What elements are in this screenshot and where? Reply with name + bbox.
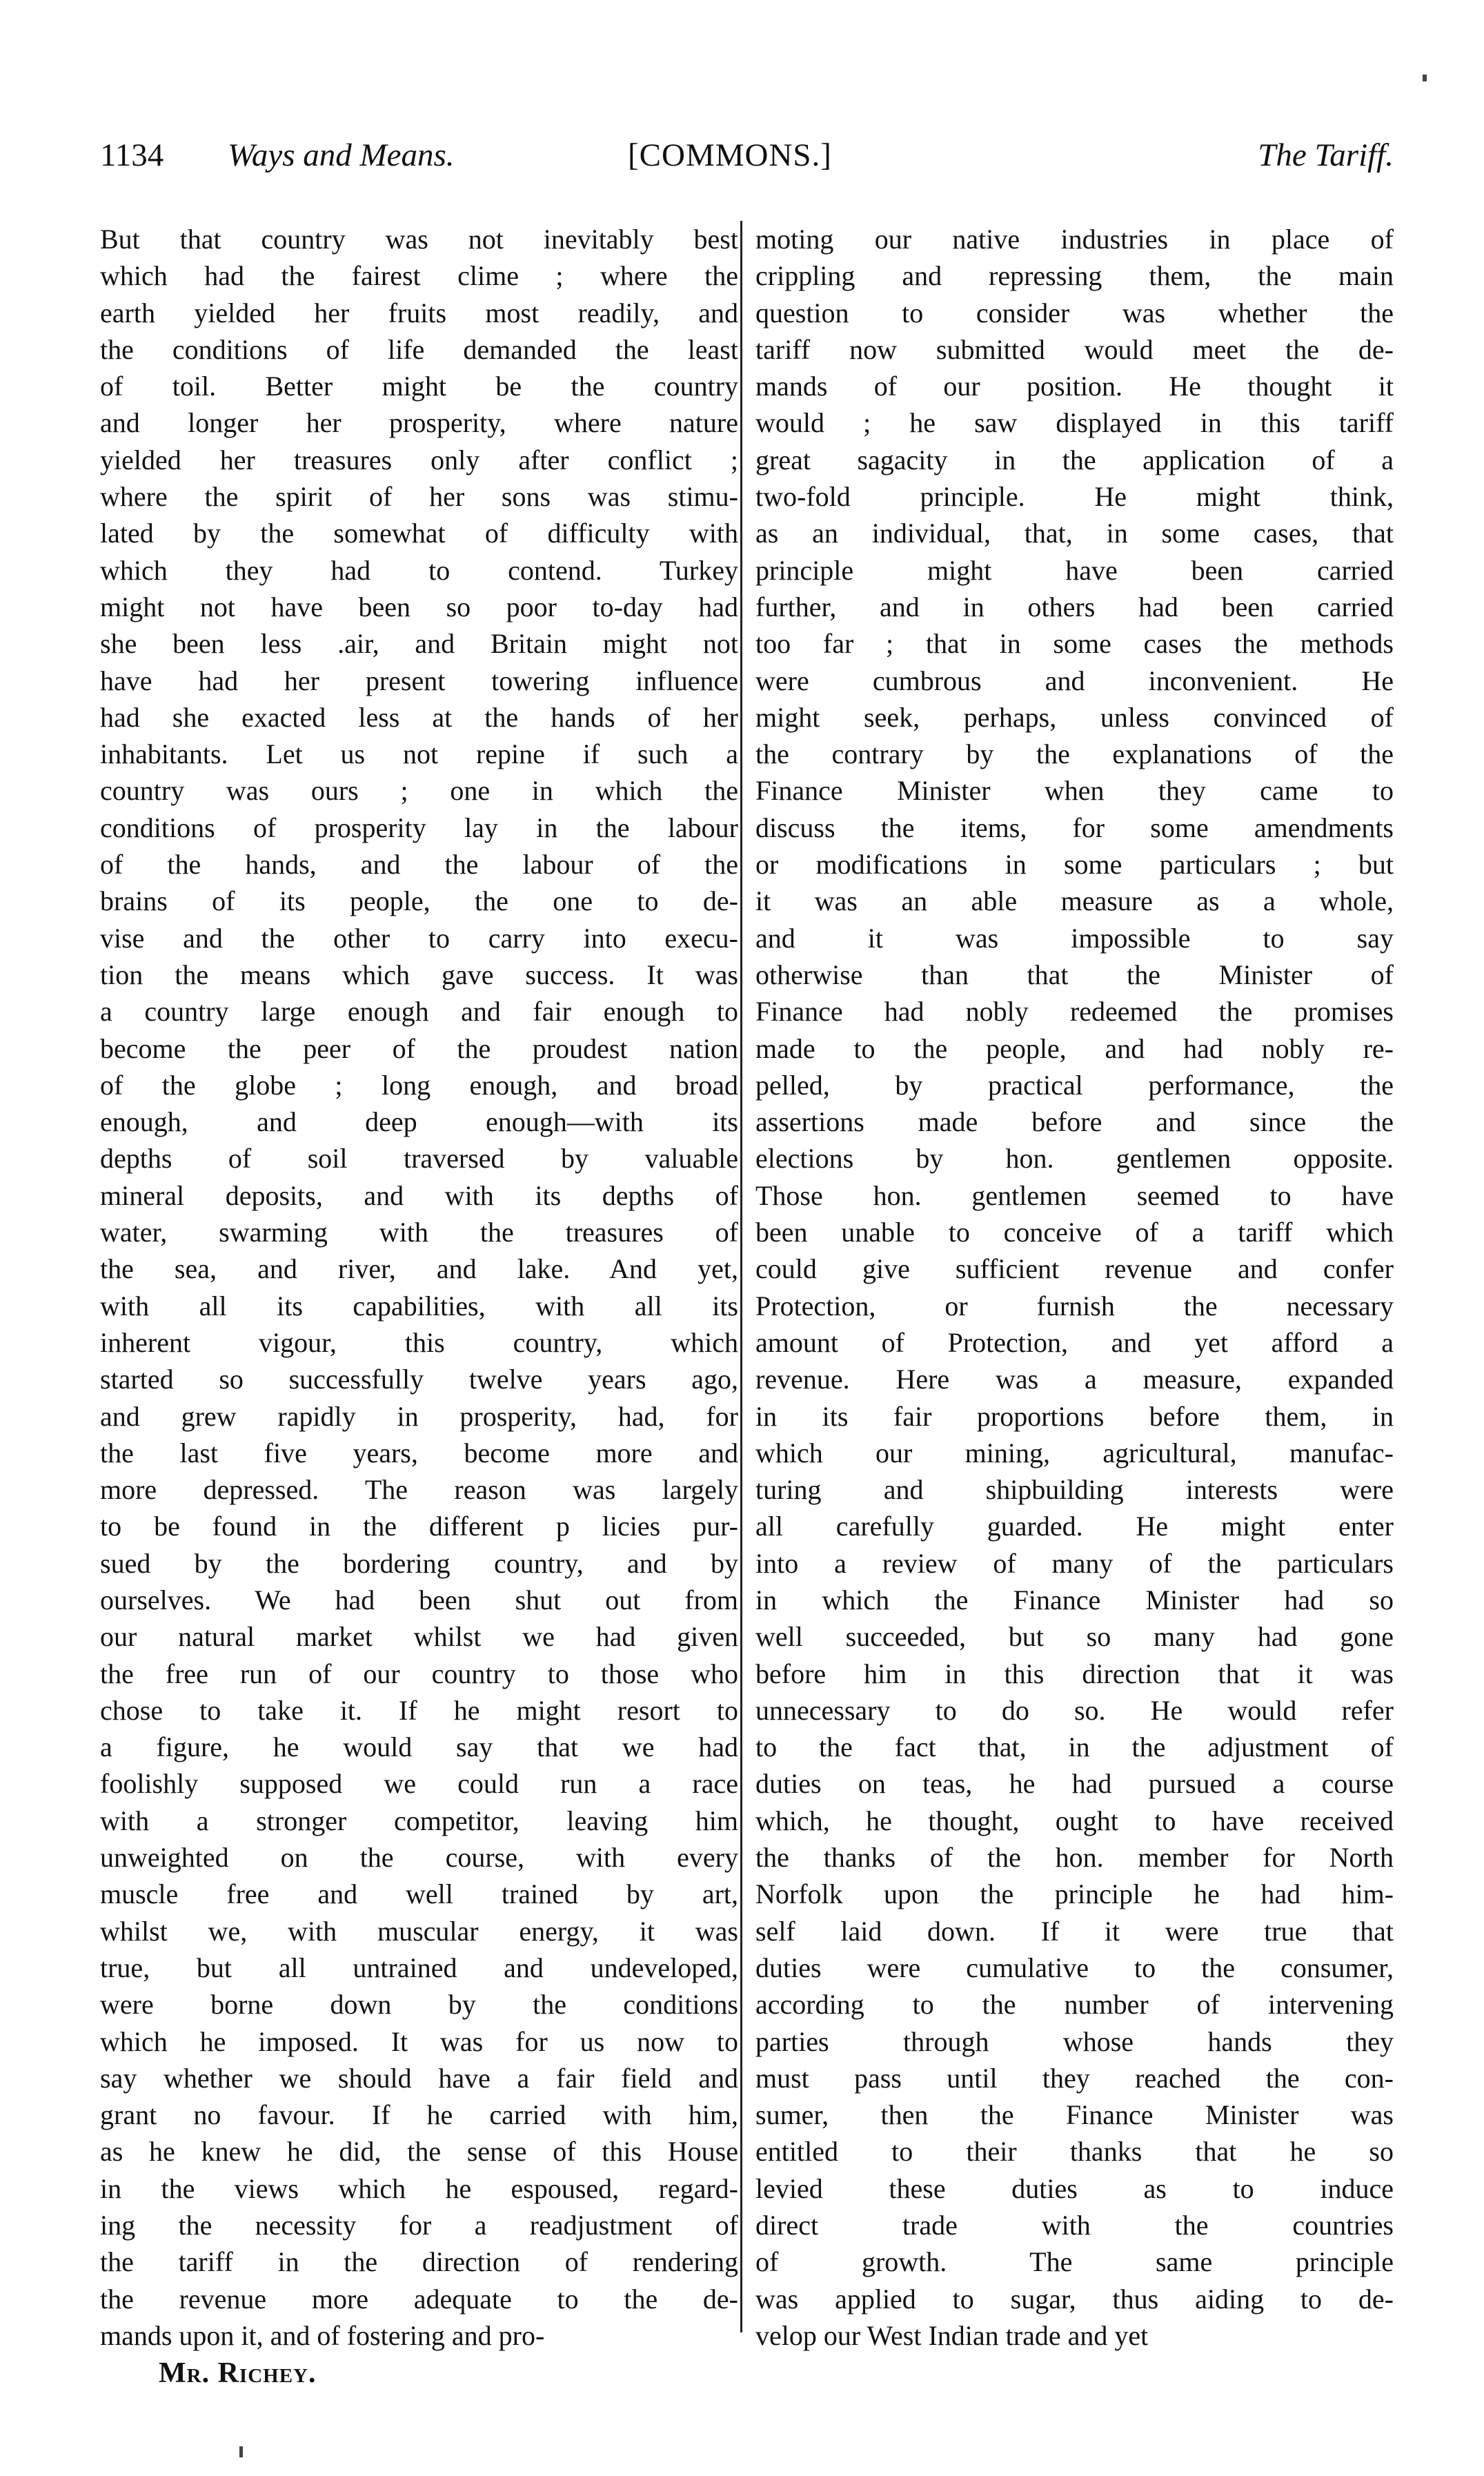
text-line: conditions of prosperity lay in the labour [100,812,738,843]
text-line: foolishly supposed we could run a race [100,1768,738,1800]
page-header [100,135,1394,190]
text-line: with all its capabilities, with all its [100,1290,738,1321]
text-line: true, but all untrained and undeveloped, [100,1952,738,1983]
text-line: were cumbrous and inconvenient. He [755,665,1394,696]
text-line: earth yielded her fruits most readily, and [100,297,738,328]
text-line: which he imposed. It was for us now to [100,2025,738,2057]
text-line: the free run of our country to those who [100,1658,738,1689]
text-line: had she exacted less at the hands of her [100,701,738,733]
text-line: the contrary by the explanations of the [755,738,1394,770]
text-line: in which the Finance Minister had so [755,1584,1394,1615]
text-line: a country large enough and fair enough to [100,996,738,1028]
text-line: depths of soil traversed by valuable [100,1143,738,1175]
text-line: great sagacity in the application of a [755,444,1394,475]
text-line: levied these duties as to induce [755,2172,1394,2204]
text-line: were borne down by the conditions [100,1989,738,2021]
text-line: But that country was not inevitably best [100,224,738,255]
text-line: sued by the bordering country, and by [100,1547,738,1579]
text-line: become the peer of the proudest nation [100,1032,738,1064]
left-column [100,221,738,2354]
text-line: she been less .air, and Britain might not [100,628,738,660]
text-line: revenue. Here was a measure, expanded [755,1364,1394,1395]
text-line: was applied to sugar, thus aiding to de- [755,2283,1394,2315]
text-line: crippling and repressing them, the main [755,260,1394,292]
text-line: question to consider was whether the [755,297,1394,328]
text-line: enough, and deep enough—with its [100,1106,738,1138]
text-line: water, swarming with the treasures of [100,1217,738,1248]
right-column [755,221,1394,2354]
text-line: unnecessary to do so. He would refer [755,1694,1394,1726]
text-line: with a stronger competitor, leaving him [100,1805,738,1836]
text-line: direct trade with the countries [755,2210,1394,2241]
text-line: into a review of many of the particulars [755,1547,1394,1579]
text-line: a figure, he would say that we had [100,1731,738,1763]
text-line: Finance Minister when they came to [755,775,1394,807]
text-line: vise and the other to carry into execu- [100,922,738,954]
text-line: which our mining, agricultural, manufac- [755,1437,1394,1468]
text-line: mineral deposits, and with its depths of [100,1179,738,1211]
text-line: duties were cumulative to the consumer, [755,1952,1394,1983]
text-line: more depressed. The reason was largely [100,1474,738,1506]
text-line: discuss the items, for some amendments [755,812,1394,843]
column-divider [740,221,742,2332]
text-line: and longer her prosperity, where nature [100,407,738,439]
text-line: have had her present towering influence [100,665,738,696]
text-line: been unable to conceive of a tariff which [755,1217,1394,1248]
text-line: ing the necessity for a readjustment of [100,2210,738,2241]
text-line: might not have been so poor to-day had [100,591,738,622]
text-line: the tariff in the direction of rendering [100,2246,738,2278]
text-line: duties on teas, he had pursued a course [755,1768,1394,1800]
text-line: amount of Protection, and yet afford a [755,1326,1394,1358]
text-line: Those hon. gentlemen seemed to have [755,1179,1394,1211]
text-line: Finance had nobly redeemed the promises [755,996,1394,1028]
text-line: which they had to contend. Turkey [100,554,738,586]
text-line: to be found in the different p licies pur- [100,1511,738,1542]
speaker-name: Mr. Richey. [159,2357,317,2389]
text-line: might seek, perhaps, unless convinced of [755,701,1394,733]
section-title: Ways and Means. [228,137,455,173]
text-line: in the views which he espoused, regard- [100,2172,738,2204]
text-line: self laid down. If it were true that [755,1915,1394,1947]
text-line: entitled to their thanks that he so [755,2136,1394,2168]
text-line: parties through whose hands they [755,2025,1394,2057]
text-line: lated by the somewhat of difficulty with [100,518,738,549]
text-line: unweighted on the course, with every [100,1842,738,1874]
text-line: it was an able measure as a whole, [755,885,1394,917]
text-line: tion the means which gave success. It was [100,959,738,990]
topic-title: The Tariff. [1258,137,1394,173]
text-line: in its fair proportions before them, in [755,1400,1394,1432]
text-line: the last five years, become more and [100,1437,738,1468]
text-line: Protection, or furnish the necessary [755,1290,1394,1321]
text-line: made to the people, and had nobly re- [755,1032,1394,1064]
text-line: as he knew he did, the sense of this House [100,2136,738,2168]
text-line: inhabitants. Let us not repine if such a [100,738,738,770]
text-line: principle might have been carried [755,554,1394,586]
text-line: moting our native industries in place of [755,224,1394,255]
text-line: otherwise than that the Minister of [755,959,1394,990]
text-line: grant no favour. If he carried with him, [100,2099,738,2131]
text-line: would ; he saw displayed in this tariff [755,407,1394,439]
text-line: and it was impossible to say [755,922,1394,954]
text-line: our natural market whilst we had given [100,1621,738,1653]
text-line: two-fold principle. He might think, [755,481,1394,513]
text-line: and grew rapidly in prosperity, had, for [100,1400,738,1432]
text-line: assertions made before and since the [755,1106,1394,1138]
text-line: of the globe ; long enough, and broad [100,1069,738,1101]
text-line: or modifications in some particulars ; but [755,849,1394,881]
text-line: muscle free and well trained by art, [100,1878,738,1910]
text-line: brains of its people, the one to de- [100,885,738,917]
text-line: well succeeded, but so many had gone [755,1621,1394,1653]
text-line: pelled, by practical performance, the [755,1069,1394,1101]
text-line: must pass until they reached the con- [755,2062,1394,2094]
print-speck [1423,75,1427,81]
text-line: of growth. The same principle [755,2246,1394,2278]
text-line: before him in this direction that it was [755,1658,1394,1689]
text-line: sumer, then the Finance Minister was [755,2099,1394,2131]
text-line: country was ours ; one in which the [100,775,738,807]
text-line: as an individual, that, in some cases, that [755,518,1394,549]
text-line: which, he thought, ought to have received [755,1805,1394,1836]
text-line: started so successfully twelve years ago, [100,1364,738,1395]
text-line: the thanks of the hon. member for North [755,1842,1394,1874]
text-line: to the fact that, in the adjustment of [755,1731,1394,1763]
text-line: of toil. Better might be the country [100,371,738,402]
text-line: all carefully guarded. He might enter [755,1511,1394,1542]
text-line: ourselves. We had been shut out from [100,1584,738,1615]
text-line: inherent vigour, this country, which [100,1326,738,1358]
text-line: chose to take it. If he might resort to [100,1694,738,1726]
text-line: the revenue more adequate to the de- [100,2283,738,2315]
text-line: say whether we should have a fair field and [100,2062,738,2094]
text-line: could give sufficient revenue and confer [755,1253,1394,1285]
text-line: yielded her treasures only after conflict ; [100,444,738,475]
text-line: where the spirit of her sons was stimu- [100,481,738,513]
text-line: whilst we, with muscular energy, it was [100,1915,738,1947]
text-line: of the hands, and the labour of the [100,849,738,881]
text-line: the sea, and river, and lake. And yet, [100,1253,738,1285]
text-line: which had the fairest clime ; where the [100,260,738,292]
text-line: elections by hon. gentlemen opposite. [755,1143,1394,1175]
house-label: [COMMONS.] [628,137,832,173]
text-line: velop our West Indian trade and yet [755,2319,1149,2351]
print-speck [239,2446,243,2457]
text-line: according to the number of intervening [755,1989,1394,2021]
text-line: mands of our position. He thought it [755,371,1394,402]
page-number: 1134 [100,137,164,173]
text-line: the conditions of life demanded the least [100,333,738,365]
text-line: mands upon it, and of fostering and pro- [100,2319,545,2351]
text-line: too far ; that in some cases the methods [755,628,1394,660]
text-line: further, and in others had been carried [755,591,1394,622]
text-line: turing and shipbuilding interests were [755,1474,1394,1506]
text-line: Norfolk upon the principle he had him- [755,1878,1394,1910]
text-line: tariff now submitted would meet the de- [755,333,1394,365]
